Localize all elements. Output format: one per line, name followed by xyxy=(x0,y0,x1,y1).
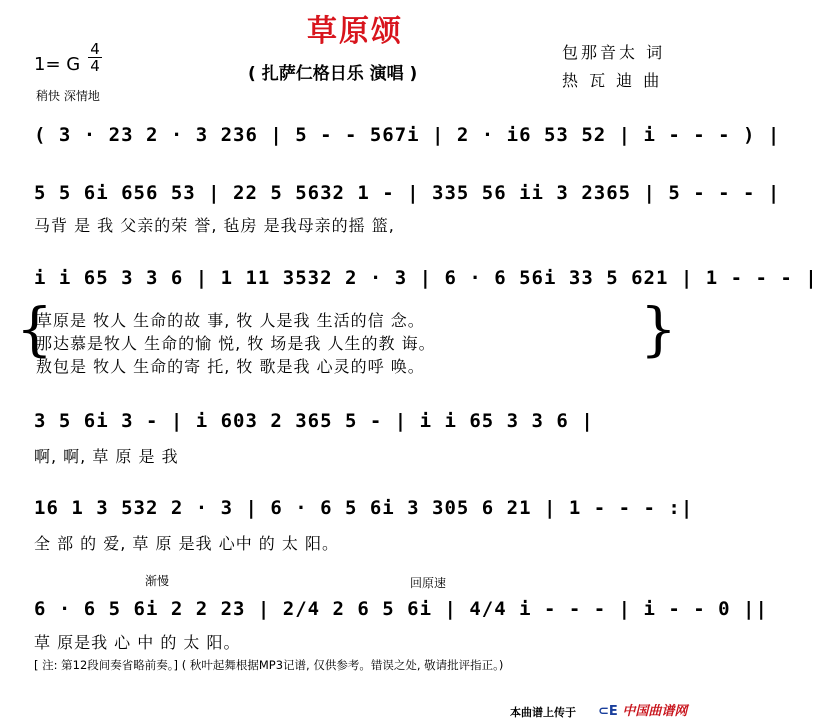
score-row-4-notes: 3 5 6i 3 - | i 603 2 365 5 - | i i 65 3 3 6 | xyxy=(34,410,594,432)
score-row-3-lyric-3: 敖包是 牧人 生命的寄 托, 牧 歌是我 心灵的呼 唤。 xyxy=(36,357,425,376)
score-row-5-notes: 16 1 3 532 2 · 3 | 6 · 6 5 6i 3 305 6 21 | 1 - - - :| xyxy=(34,497,694,519)
verse-brace-left: { xyxy=(16,295,53,363)
score-row-4-lyric: 啊, 啊, 草 原 是 我 xyxy=(34,447,179,466)
page-title: 草原颂 xyxy=(307,14,403,49)
tempo-marking: 稍快 深情地 xyxy=(36,89,100,103)
lyricist-credit: 包那音太 词 xyxy=(562,43,666,62)
time-sig-top: 4 xyxy=(90,40,100,58)
upload-caption: 本曲谱上传于 xyxy=(510,706,576,719)
score-row-6-lyric: 草 原是我 心 中 的 太 阳。 xyxy=(34,633,241,652)
performer-subtitle: ( 扎萨仁格日乐 演唱 ) xyxy=(248,64,418,84)
verse-brace-right: } xyxy=(640,295,677,363)
logo-text: 中国曲谱网 xyxy=(622,704,688,719)
a-tempo-mark: 回原速 xyxy=(410,576,447,590)
time-sig-bottom: 4 xyxy=(90,57,100,75)
ritardando-mark: 渐慢 xyxy=(145,574,170,588)
key-signature: 1= G xyxy=(34,54,81,75)
score-row-5-lyric: 全 部 的 爱, 草 原 是我 心中 的 太 阳。 xyxy=(34,534,339,553)
site-logo[interactable] xyxy=(598,700,687,719)
score-row-6-notes: 6 · 6 5 6i 2 2 23 | 2/4 2 6 5 6i | 4/4 i - - - | i - - 0 || xyxy=(34,598,768,620)
composer-credit: 热 瓦 迪 曲 xyxy=(562,71,663,90)
transcription-footnote: [ 注: 第12段间奏省略前奏。] ( 秋叶起舞根据MP3记谱, 仅供参考。错误之处, 敬请批评指正。) xyxy=(34,658,504,672)
score-row-3-notes: i i 65 3 3 6 | 1 11 3532 2 · 3 | 6 · 6 56i 33 5 621 | 1 - - - | xyxy=(34,267,818,289)
score-row-1-notes: ( 3 · 23 2 · 3 236 | 5 - - 567i | 2 · i6 53 52 | i - - - ) | xyxy=(34,124,781,146)
score-row-3-lyric-2: 那达慕是牧人 生命的愉 悦, 牧 场是我 人生的教 诲。 xyxy=(36,334,436,353)
score-row-2-notes: 5 5 6i 656 53 | 22 5 5632 1 - | 335 56 ii 3 2365 | 5 - - - | xyxy=(34,182,781,204)
time-signature xyxy=(88,42,102,73)
score-row-3-lyric-1: 草原是 牧人 生命的故 事, 牧 人是我 生活的信 念。 xyxy=(36,311,425,330)
score-row-2-lyric: 马背 是 我 父亲的荣 誉, 毡房 是我母亲的摇 篮, xyxy=(34,216,395,235)
logo-mark-icon: ⊂E xyxy=(598,704,623,719)
